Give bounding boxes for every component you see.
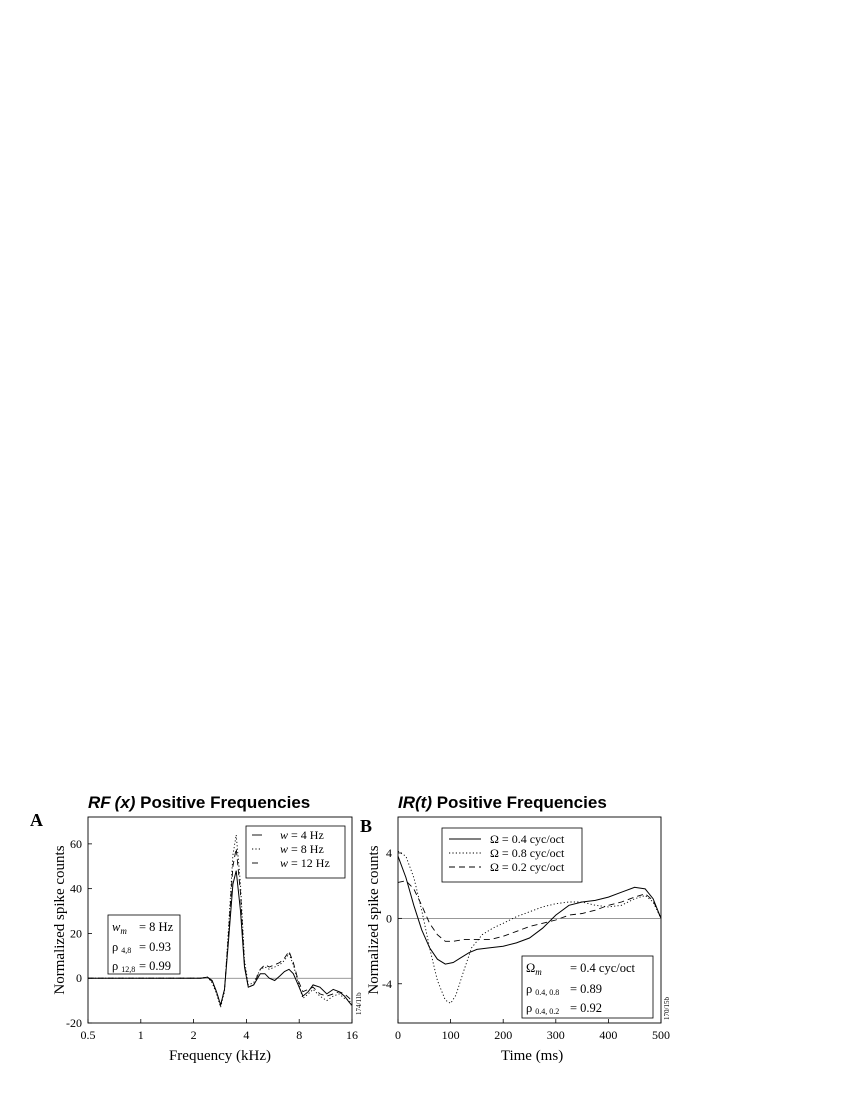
panel-b-chart (382, 817, 670, 1042)
panel-a-title: RF (x) Positive Frequencies (88, 793, 311, 812)
legend-entry-2: Ω = 0.8 cyc/oct (490, 846, 565, 860)
panel-a-stat-rho1: ρ 4,8 = 0.93 (112, 940, 172, 955)
panel-a-side-code: 174/11b (355, 992, 363, 1015)
y-tick-label: 0 (386, 911, 392, 926)
panel-b-stat-om: $\Omega_m = 0.4$ cyc/oct (526, 961, 636, 977)
panel-b-stat-rho1: ρ 0.4, 0.8 = 0.89 (526, 982, 603, 997)
panel-b-ylabel: Normalized spike counts (366, 845, 382, 995)
x-tick-label: 16 (346, 1028, 358, 1042)
legend-entry-2: w = 8 Hz (280, 842, 324, 856)
x-tick-label: 4 (243, 1028, 250, 1042)
y-tick-label: 40 (70, 881, 82, 896)
x-tick-label: 8 (296, 1028, 303, 1042)
x-tick-label: 500 (652, 1028, 670, 1042)
y-tick-label: -20 (66, 1016, 82, 1030)
x-tick-label: 0.5 (80, 1028, 96, 1042)
x-tick-label: 2 (190, 1028, 197, 1042)
legend-entry-3: Ω = 0.2 cyc/oct (490, 860, 565, 874)
y-tick-label: 0 (76, 971, 82, 986)
legend-entry-1: w = 4 Hz (280, 828, 324, 842)
y-tick-label: 60 (70, 836, 82, 851)
x-tick-label: 1 (137, 1028, 144, 1042)
x-tick-label: 0 (395, 1028, 401, 1042)
panel-a-chart (66, 817, 358, 1042)
legend-entry-1: Ω = 0.4 cyc/oct (490, 832, 565, 846)
panel-b-stat-rho2: ρ 0.4, 0.2 = 0.92 (526, 1001, 603, 1016)
x-tick-label: 100 (441, 1028, 460, 1042)
panel-a-xlabel: Frequency (kHz) (168, 1048, 272, 1064)
panel-a-stat-rho2: ρ 12,8 = 0.99 (112, 959, 172, 974)
y-tick-label: 4 (386, 845, 392, 860)
panel-a-ylabel: Normalized spike counts (52, 845, 68, 995)
panel-a-letter: A (30, 810, 43, 830)
legend-entry-3: w = 12 Hz (280, 856, 330, 870)
y-tick-label: -4 (382, 976, 392, 991)
panel-b-letter: B (360, 816, 373, 836)
x-tick-label: 300 (546, 1028, 565, 1042)
x-tick-label: 400 (599, 1028, 618, 1042)
series-line-3 (398, 881, 661, 942)
y-tick-label: 20 (70, 926, 82, 941)
x-tick-label: 200 (494, 1028, 513, 1042)
panel-a-stat-wm: $w_m = 8$ Hz (112, 920, 174, 936)
panel-b-side-code: 170/15b (663, 997, 671, 1020)
panel-b-xlabel: Time (ms) (500, 1048, 564, 1064)
panel-b-title: IR(t) Positive Frequencies (398, 793, 607, 812)
